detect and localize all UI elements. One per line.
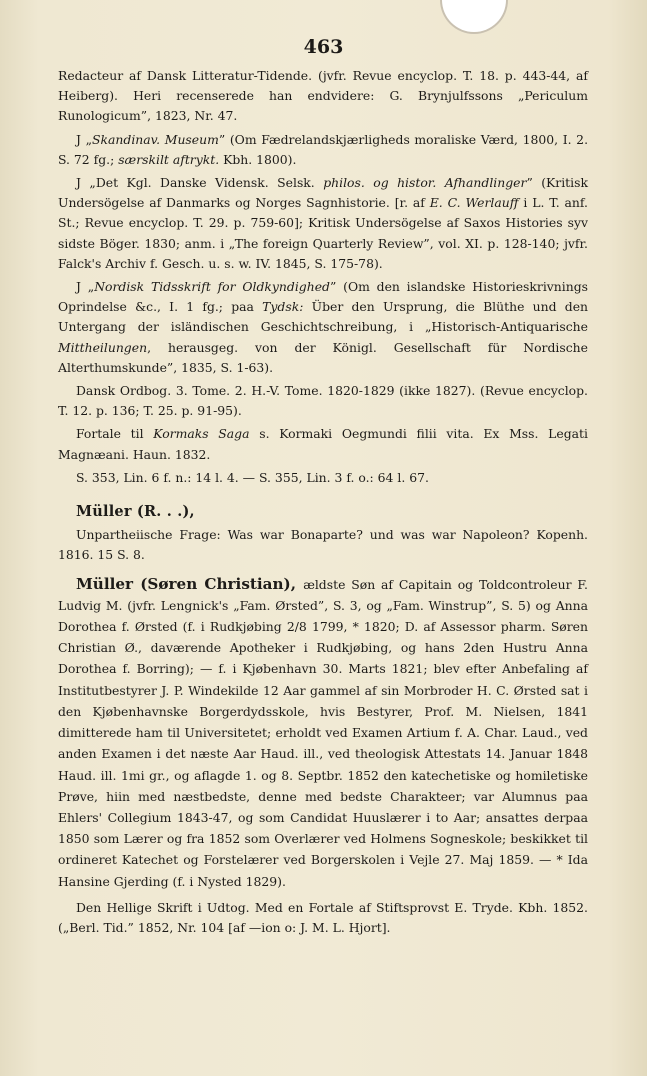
heading-muller-soren: Müller (Søren Christian), [76, 574, 297, 593]
entry-kormaks-saga: Fortale til Kormaks Saga s. Kormaki Oegmundi filii vita. Ex Mss. Legati Magnæani. Haun. 1832. [58, 426, 588, 462]
heading-muller-r: Müller (R. . .), [76, 503, 195, 521]
page-body [58, 66, 588, 938]
library-stamp [440, 0, 508, 34]
entry-skandinav-museum: J „Skandinav. Museum” (Om Fædrelandskjærligheds moraliske Værd, 1800, I. 2. S. 72 fg.; særskilt aftrykt. Kbh. 1800). [58, 131, 589, 167]
entry-dansk-ordbog: Dansk Ordbog. 3. Tome. 2. H.-V. Tome. 1820-1829 (ikke 1827). (Revue encyclop. T. 12. p. 136; T. 25. p. 91-95). [58, 383, 588, 419]
biography-text: ældste Søn af Capitain og Toldcontroleur F. Ludvig M. (jvfr. Lengnick's „Fam. Ørsted”, S. 3, og „Fam. Winstrup”, S. 5) og Anna Dorothea f. Ørsted (f. i Rudkjøbing 2/8 1799, * 1820; D. af Assessor pharm. Søren Christian Ø., daværende Apotheker i Rudkjøbing, og hans 2den Hustru Anna Dorothea f. Borring); — f. i Kjøbenhavn 30. Marts 1821; blev efter Anbefaling af Institutbestyrer J. P. Windekilde 12 Aar gammel af sin Morbroder H. C. Ørsted sat i den Kjøbenhavnske Borgerdydsskole, hvis Bestyrer, Prof. M. Nielsen, 1841 dimitterede ham til Universitetet; erholdt ved Examen Artium f. A. Char. Laud., ved anden Examen i det næste Aar Haud. ill., ved theologisk Attestats 14. Januar 1848 Haud. ill. 1mi gr., og aflagde 1. og 8. Septbr. 1852 den katechetiske og homiletiske Prøve, hiin med næstbedste, denne med bedste Charakteer; var Alumnus paa Ehlers' Collegium 1843-47, og som Candidat Huuslærer i to Aar; ansattes derpaa 1850 som Lærer og fra 1852 som Overlærer ved Holmens Sogneskole; beskikket til ordineret Katechet og Forstelærer ved Borgerskolen i Vejle 27. Maj 1859. — * Ida Hansine Gjerding (f. i Nysted 1829). [58, 576, 588, 889]
entry-unpartheiische-frage: Unpartheiische Frage: Was war Bonaparte? und was war Napoleon? Kopenh. 1816. 15 S. 8. [58, 527, 588, 563]
entry-vidensk-selsk: J „Det Kgl. Danske Vidensk. Selsk. philos. og histor. Afhandlinger” (Kritisk Undersögelse af Danmarks og Norges Sagnhistorie. [r. af E. C. Werlauff i L. T. anf. St.; Revue encyclop. T. 29. p. 759-60]; Kritisk Undersögelse af Saxos Histories syv sidste Böger. 1830; anm. i „The foreign Quarterly Review”, vol. XI. p. 128-140; jvfr. Falck's Archiv f. Gesch. u. s. w. IV. 1845, S. 175-78). [58, 175, 588, 271]
entry-errata: S. 353, Lin. 6 f. n.: 14 l. 4. — S. 355, Lin. 3 f. o.: 64 l. 67. [76, 469, 429, 485]
paragraph-redacteur: Redacteur af Dansk Litteratur-Tidende. (jvfr. Revue encyclop. T. 18. p. 443-44, af Heiberg). Heri recenserede han endvidere: G. Brynjulfssons „Periculum Runologicum”, 1823, Nr. 47. [58, 68, 588, 124]
entry-hellige-skrift: Den Hellige Skrift i Udtog. Med en Fortale af Stiftsprovst E. Tryde. Kbh. 1852. („Berl. Tid.” 1852, Nr. 104 [af —ion o: J. M. L. Hjort]. [58, 899, 588, 935]
biography-muller-soren-christian [58, 574, 588, 892]
page-number: 463 [303, 36, 344, 58]
entry-nordisk-tidsskrift: J „Nordisk Tidsskrift for Oldkyndighed” (Om den islandske Historieskrivnings Oprindelse &c., I. 1 fg.; paa Tydsk: Über den Ursprung, die Blüthe und den Untergang der isländischen Geschichtschreibung, i „Historisch-Antiquarische Mittheilungen, herausgeg. von der Königl. Gesellschaft für Nordische Alterthumskunde”, 1835, S. 1-63). [58, 279, 589, 375]
